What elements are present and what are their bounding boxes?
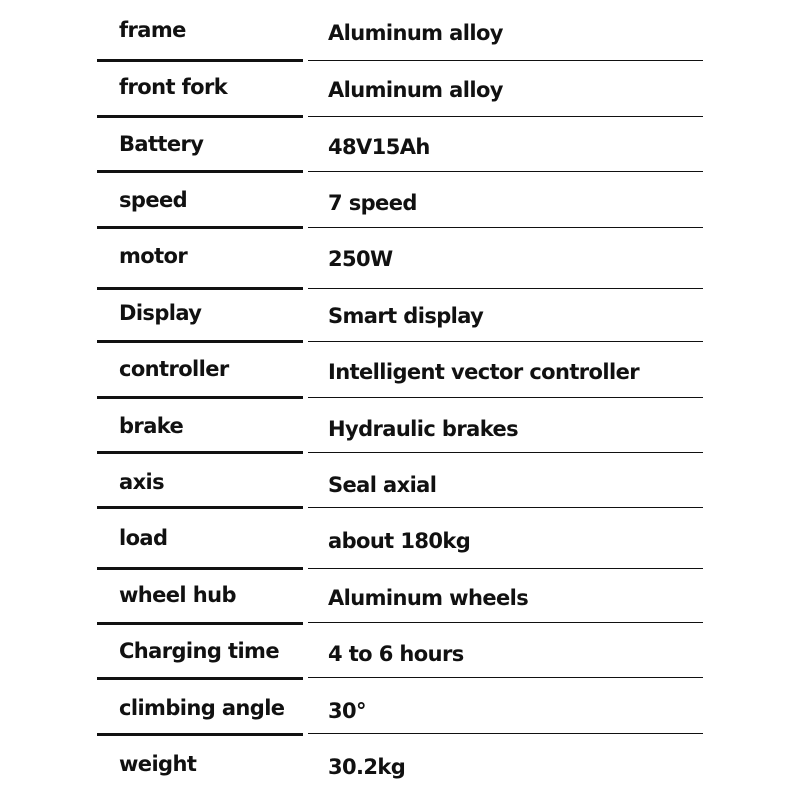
spec-value: 30.2kg xyxy=(328,755,406,779)
spec-label: frame xyxy=(119,18,186,42)
spec-row-brake xyxy=(0,396,800,453)
spec-row-charging-time xyxy=(0,621,800,678)
spec-label: front fork xyxy=(119,75,228,99)
spec-row-frame xyxy=(0,0,800,57)
spec-value: Seal axial xyxy=(328,473,437,497)
spec-value: Smart display xyxy=(328,304,484,328)
spec-value: 4 to 6 hours xyxy=(328,642,464,666)
spec-value: Intelligent vector controller xyxy=(328,360,639,384)
spec-value: Aluminum alloy xyxy=(328,78,503,102)
spec-label: motor xyxy=(119,244,188,268)
spec-row-speed xyxy=(0,170,800,227)
spec-value: Aluminum wheels xyxy=(328,586,529,610)
spec-label: speed xyxy=(119,188,188,212)
spec-label: brake xyxy=(119,414,184,438)
spec-label: Battery xyxy=(119,132,204,156)
spec-row-wheel-hub xyxy=(0,565,800,622)
spec-label: climbing angle xyxy=(119,696,285,720)
spec-row-load xyxy=(0,508,800,565)
spec-row-axis xyxy=(0,452,800,509)
spec-row-display xyxy=(0,283,800,340)
spec-row-battery xyxy=(0,114,800,171)
spec-value: Hydraulic brakes xyxy=(328,417,519,441)
spec-label: weight xyxy=(119,752,197,776)
spec-label: load xyxy=(119,526,168,550)
spec-value: 48V15Ah xyxy=(328,135,430,159)
spec-value: 30° xyxy=(328,699,366,723)
spec-label: Display xyxy=(119,301,202,325)
spec-label: axis xyxy=(119,470,165,494)
spec-label: controller xyxy=(119,357,229,381)
spec-value: 7 speed xyxy=(328,191,417,215)
spec-value: 250W xyxy=(328,247,393,271)
spec-label: Charging time xyxy=(119,639,279,663)
spec-value: Aluminum alloy xyxy=(328,21,503,45)
spec-row-front-fork xyxy=(0,57,800,114)
spec-row-climbing-angle xyxy=(0,678,800,735)
spec-row-controller xyxy=(0,339,800,396)
spec-row-weight xyxy=(0,734,800,791)
spec-label: wheel hub xyxy=(119,583,236,607)
spec-row-motor xyxy=(0,226,800,283)
spec-value: about 180kg xyxy=(328,529,471,553)
